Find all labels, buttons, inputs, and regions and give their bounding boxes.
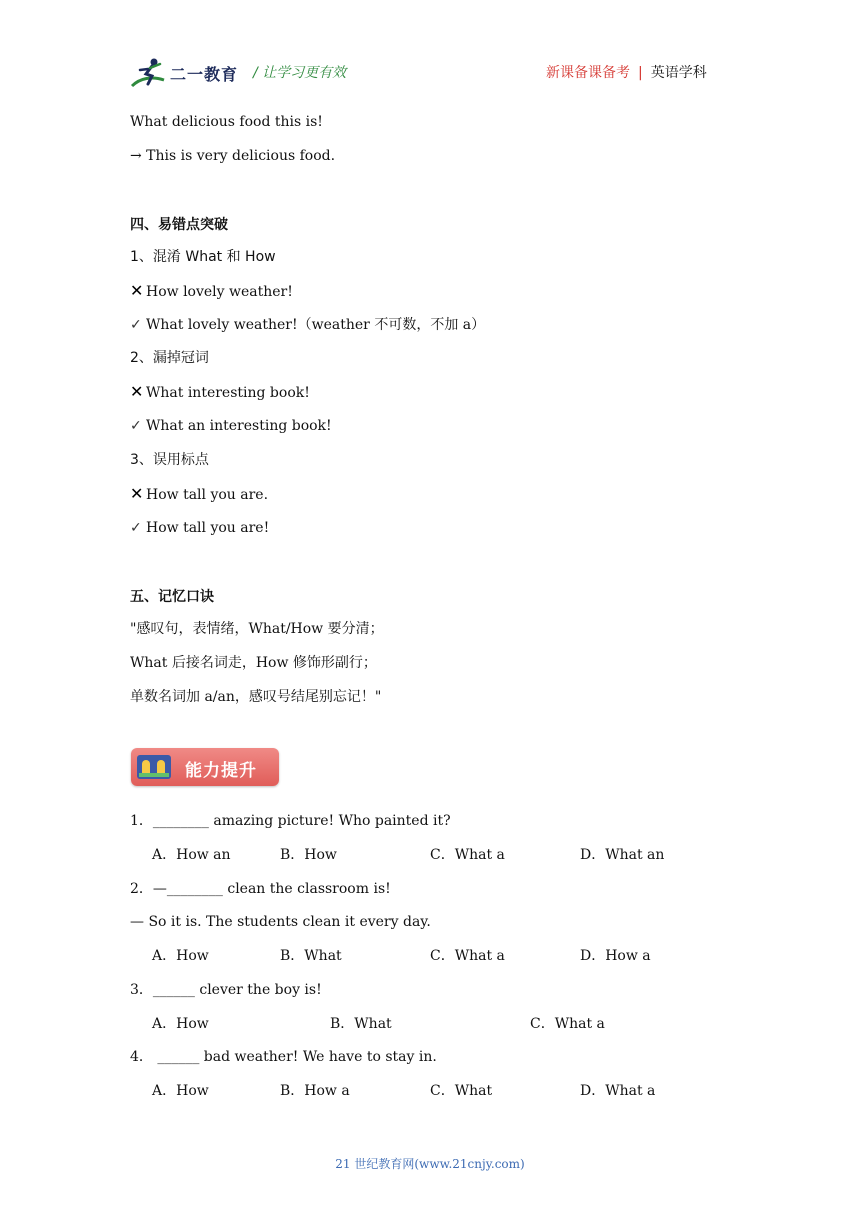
- option[interactable]: B．What: [280, 948, 342, 964]
- option[interactable]: D．What a: [580, 1083, 656, 1099]
- section-title-mnemonic: 五、记忆口诀: [130, 589, 214, 605]
- error-heading-3: 3、误用标点: [130, 452, 209, 468]
- question-2-stem-reply: — So it is. The students clean it every day.: [130, 914, 431, 930]
- option[interactable]: C．What a: [530, 1016, 605, 1032]
- check-icon: ✓: [130, 418, 142, 434]
- cross-icon: ✕: [130, 382, 144, 401]
- option[interactable]: B．How: [280, 847, 337, 863]
- option[interactable]: B．How a: [280, 1083, 350, 1099]
- question-3-options: [0, 1015, 860, 1033]
- header-course-label: 新课备课备考: [546, 65, 630, 81]
- wrong-example-2: [130, 383, 310, 402]
- ability-badge: [131, 748, 279, 786]
- header-separator: |: [638, 65, 643, 81]
- option[interactable]: D．What an: [580, 847, 665, 863]
- question-3-stem: 3．______ clever the boy is!: [130, 982, 322, 998]
- right-example-text: What lovely weather!（weather 不可数，不加 a）: [146, 317, 486, 333]
- header-slogan: / 让学习更有效: [253, 65, 347, 81]
- wrong-example-text: How tall you are.: [146, 487, 269, 503]
- check-icon: ✓: [130, 317, 142, 333]
- mnemonic-line-3: 单数名词加 a/an，感叹号结尾别忘记！": [130, 689, 382, 705]
- question-4-stem: 4． ______ bad weather! We have to stay in.: [130, 1049, 437, 1065]
- wrong-example-3: [130, 485, 268, 504]
- option[interactable]: A．How: [152, 1083, 209, 1099]
- right-example-2: [130, 417, 332, 435]
- wrong-example-text: What interesting book!: [146, 385, 310, 401]
- right-example-3: [130, 519, 269, 537]
- right-example-text: How tall you are!: [146, 520, 270, 536]
- error-heading-2: 2、漏掉冠词: [130, 350, 209, 366]
- mnemonic-line-2: What 后接名词走，How 修饰形副行；: [130, 655, 377, 671]
- right-example-1: [130, 316, 485, 334]
- wrong-example-1: [130, 282, 293, 301]
- question-2-stem: 2．—________ clean the classroom is!: [130, 881, 391, 897]
- question-4-options: [0, 1082, 860, 1100]
- cross-icon: ✕: [130, 281, 144, 300]
- question-2-options: [0, 947, 860, 965]
- intro-line-1: What delicious food this is!: [130, 114, 323, 130]
- students-icon: [137, 755, 171, 779]
- option[interactable]: A．How: [152, 1016, 209, 1032]
- intro-line-2: → This is very delicious food.: [130, 148, 336, 164]
- badge-label: 能力提升: [185, 761, 257, 781]
- option[interactable]: A．How: [152, 948, 209, 964]
- option[interactable]: C．What a: [430, 948, 505, 964]
- right-example-text: What an interesting book!: [146, 418, 332, 434]
- logo-text: 二一教育: [170, 65, 239, 84]
- question-1-stem: 1．________ amazing picture! Who painted it?: [130, 813, 451, 829]
- header-right: [546, 62, 707, 82]
- option[interactable]: A．How an: [152, 847, 231, 863]
- question-1-options: [0, 846, 860, 864]
- footer-text: 21 世纪教育网(www.21cnjy.com): [335, 1157, 525, 1171]
- error-heading-1: 1、混淆 What 和 How: [130, 249, 276, 265]
- logo: [130, 56, 248, 90]
- option[interactable]: D．How a: [580, 948, 651, 964]
- header-subject: 英语学科: [650, 65, 707, 81]
- wrong-example-text: How lovely weather!: [146, 284, 293, 300]
- runner-logo-icon: [130, 56, 170, 90]
- cross-icon: ✕: [130, 484, 144, 503]
- option[interactable]: B．What: [330, 1016, 392, 1032]
- section-title-errors: 四、易错点突破: [130, 217, 228, 233]
- option[interactable]: C．What: [430, 1083, 493, 1099]
- mnemonic-line-1: "感叹句，表情绪，What/How 要分清；: [130, 621, 384, 637]
- check-icon: ✓: [130, 520, 142, 536]
- option[interactable]: C．What a: [430, 847, 505, 863]
